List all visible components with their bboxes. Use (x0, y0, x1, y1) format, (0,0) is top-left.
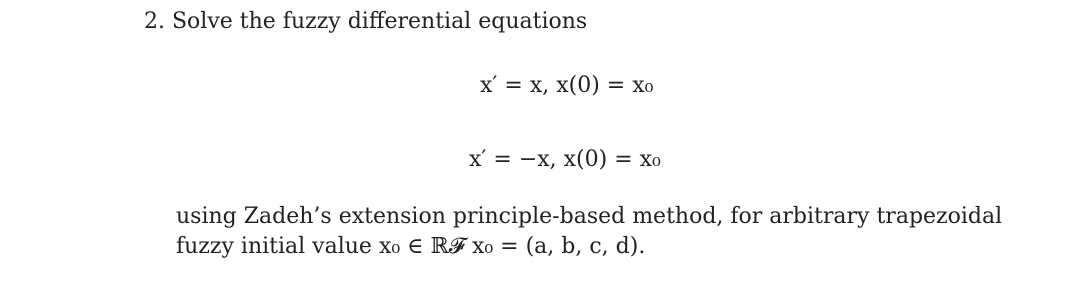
problem-heading: 2. Solve the fuzzy differential equations (144, 9, 588, 34)
problem-instructions-line-2: fuzzy initial value x₀ ∈ ℝ𝓕 x₀ = (a, b, c, d). (176, 234, 646, 259)
problem-instructions-line-1: using Zadeh’s extension principle-based method, for arbitrary trapezoidal (176, 204, 1003, 229)
equation-decay: x′ = −x, x(0) = x₀ (469, 147, 661, 172)
equation-growth: x′ = x, x(0) = x₀ (480, 73, 654, 98)
